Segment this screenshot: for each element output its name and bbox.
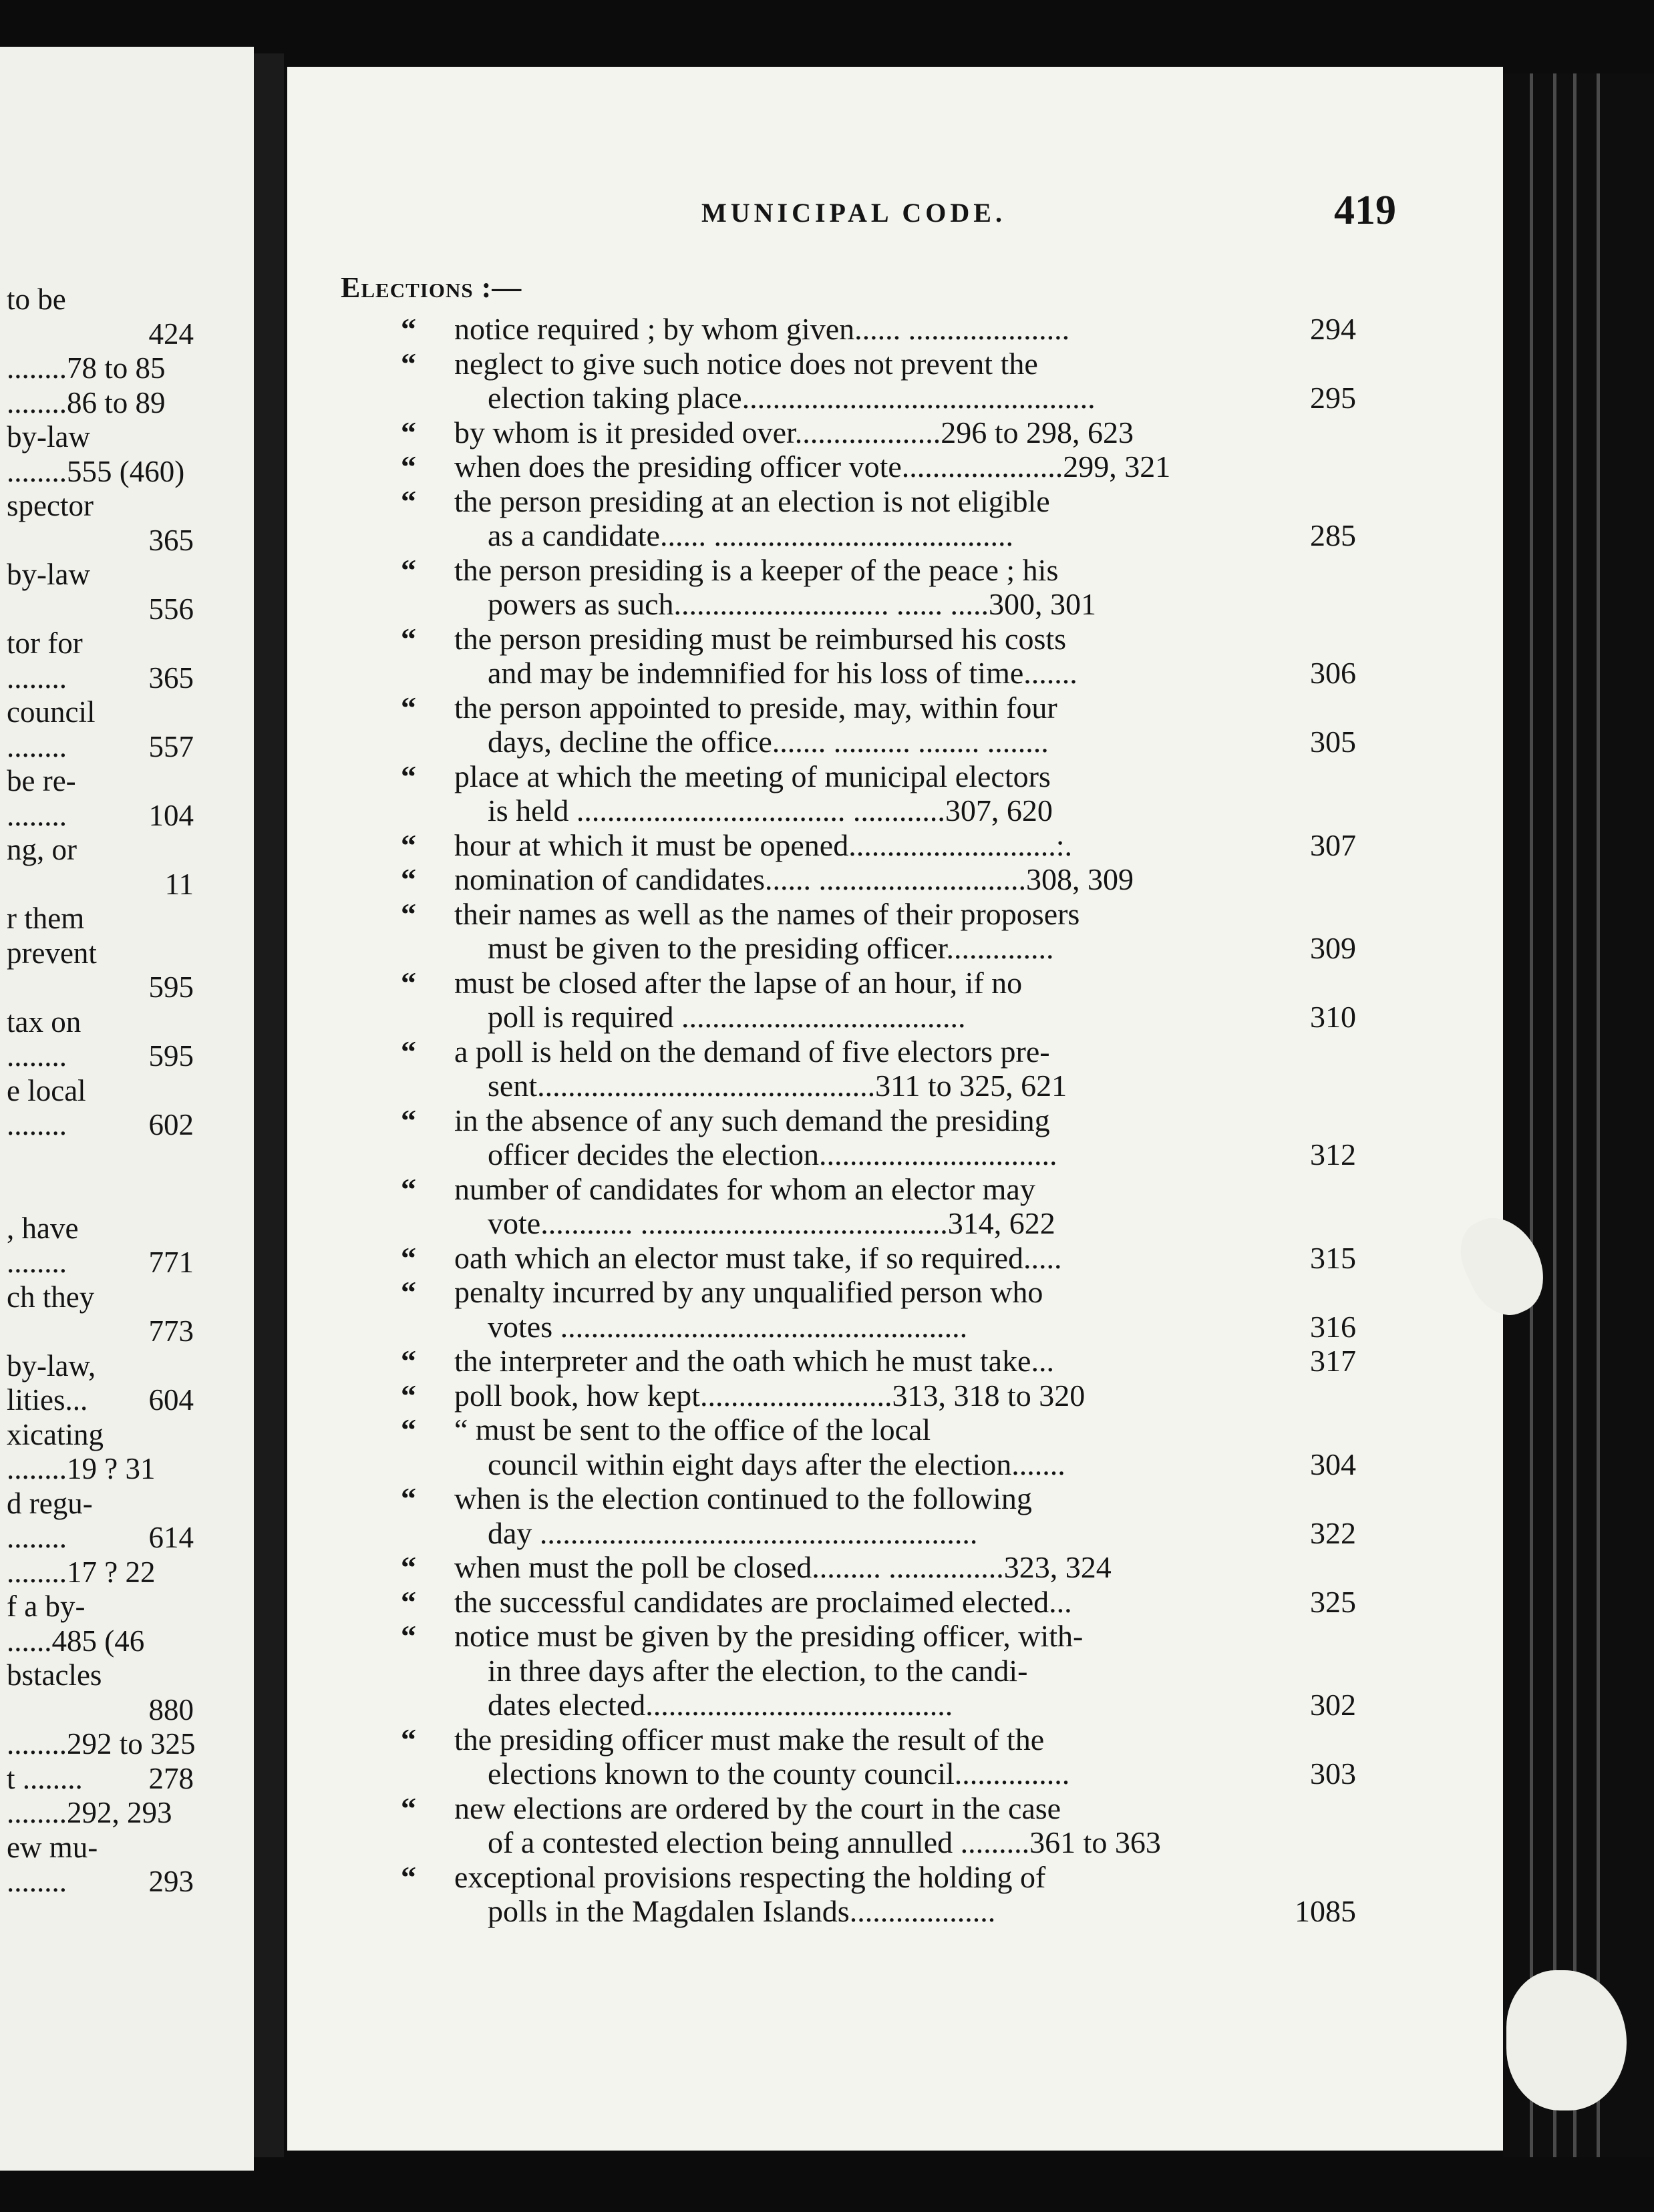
left-page-line xyxy=(7,487,247,524)
left-page-text: ........78 to 85 xyxy=(7,351,166,385)
index-entry-line xyxy=(287,620,1356,658)
index-entry-text: the person presiding is a keeper of the peace ; his xyxy=(454,552,1059,587)
index-entry-line xyxy=(287,1893,1356,1930)
running-title: MUNICIPAL CODE. xyxy=(701,198,1006,228)
ditto-mark: “ xyxy=(401,1859,416,1894)
index-entry-page-ref: 295 xyxy=(1310,381,1356,415)
left-page-text: to be xyxy=(7,283,66,316)
left-page-ref: 557 xyxy=(148,729,194,763)
index-entry-text: notice must be given by the presiding officer, with- xyxy=(454,1619,1084,1653)
ditto-mark: “ xyxy=(401,312,416,346)
page-edges xyxy=(1503,73,1654,2157)
index-entry-text: oath which an elector must take, if so required..... xyxy=(454,1240,1062,1275)
left-page-line xyxy=(7,281,247,318)
left-page-ref: 104 xyxy=(148,798,194,832)
left-page-line xyxy=(7,1072,247,1109)
index-entry-text: the successful candidates are proclaimed elected... xyxy=(454,1584,1072,1619)
index-entry-line xyxy=(287,1686,1356,1724)
index-entry-text: days, decline the office....... .......... ........ ........ xyxy=(488,725,1049,759)
left-page-line xyxy=(7,1588,247,1625)
index-entry-line xyxy=(287,1136,1356,1173)
index-entry-line xyxy=(287,1446,1356,1483)
index-entry-line xyxy=(287,448,1356,486)
left-page-text: xicating xyxy=(7,1417,104,1451)
index-entry-text: votes ..................................................... xyxy=(488,1309,968,1344)
left-page-line xyxy=(7,1416,247,1453)
index-entry-line xyxy=(287,586,1356,623)
index-entry-page-ref: 325 xyxy=(1310,1584,1356,1619)
index-entry-page-ref: 317 xyxy=(1310,1344,1356,1378)
index-entry-text: in three days after the election, to the candi- xyxy=(488,1653,1028,1688)
left-page-ref: 11 xyxy=(164,867,194,901)
left-page-ref: 880 xyxy=(148,1692,194,1726)
left-page-text: f a by- xyxy=(7,1590,86,1623)
ditto-mark: “ xyxy=(401,1275,416,1309)
index-entry-line xyxy=(287,1824,1356,1861)
index-entry-text: a poll is held on the demand of five electors pre- xyxy=(454,1034,1050,1069)
ditto-mark: “ xyxy=(401,759,416,793)
index-entry-line xyxy=(287,1515,1356,1552)
index-entry-text: vote............ ........................................314, 622 xyxy=(488,1206,1055,1240)
index-entry-text: in the absence of any such demand the presiding xyxy=(454,1103,1050,1137)
index-entry-text: the person presiding at an election is not eligible xyxy=(454,484,1050,518)
left-page-line xyxy=(7,1312,247,1350)
left-page-ref: 602 xyxy=(148,1108,194,1141)
ditto-mark: “ xyxy=(401,1103,416,1137)
left-page-ref: 595 xyxy=(148,970,194,1004)
index-entry-line xyxy=(287,414,1356,451)
index-entry-page-ref: 312 xyxy=(1310,1137,1356,1171)
left-page-text: by-law xyxy=(7,558,90,591)
left-page-text: ........ xyxy=(7,1521,67,1554)
index-entry-page-ref: 285 xyxy=(1310,518,1356,552)
left-page-line xyxy=(7,934,247,972)
index-entry-line xyxy=(287,758,1356,795)
left-page-text: by-law, xyxy=(7,1348,96,1382)
index-entry-line xyxy=(287,517,1356,554)
ditto-mark: “ xyxy=(401,1550,416,1584)
left-page-text: ........ xyxy=(7,661,67,695)
index-entry-line xyxy=(287,1274,1356,1311)
index-entry-text: new elections are ordered by the court in the case xyxy=(454,1791,1061,1825)
left-page-line xyxy=(7,1725,247,1763)
left-page-text: ......485 (46 xyxy=(7,1624,145,1658)
left-page-text: tor for xyxy=(7,626,83,660)
left-page-line xyxy=(7,659,247,697)
ditto-mark: “ xyxy=(401,346,416,381)
left-page-ref: 614 xyxy=(148,1521,194,1554)
left-page-line xyxy=(7,1863,247,1900)
index-entry-text: and may be indemnified for his loss of time....... xyxy=(488,656,1078,690)
index-entry-line xyxy=(287,483,1356,520)
index-entry-page-ref: 1085 xyxy=(1295,1894,1356,1928)
page-number: 419 xyxy=(1334,188,1396,233)
index-entry-line xyxy=(287,311,1356,348)
index-entry-text: number of candidates for whom an elector may xyxy=(454,1171,1035,1206)
ditto-mark: “ xyxy=(401,552,416,587)
index-entry-page-ref: 303 xyxy=(1310,1757,1356,1791)
index-entry-page-ref: 306 xyxy=(1310,656,1356,690)
left-page-ref: 773 xyxy=(148,1314,194,1348)
ditto-mark: “ xyxy=(401,1378,416,1413)
index-entry-line xyxy=(287,1240,1356,1277)
index-entry-text: nomination of candidates...... ...........................308, 309 xyxy=(454,862,1134,896)
left-page-ref: 278 xyxy=(148,1761,194,1795)
left-page-line xyxy=(7,1691,247,1728)
index-entry-page-ref: 305 xyxy=(1310,725,1356,759)
index-entry-line xyxy=(287,345,1356,383)
left-page-text: ........ xyxy=(7,1246,67,1279)
ditto-mark: “ xyxy=(401,484,416,518)
left-page-ref: 365 xyxy=(148,661,194,695)
index-entry-line xyxy=(287,1342,1356,1380)
left-page-text: ........292 to 325 xyxy=(7,1727,196,1761)
index-entry-line xyxy=(287,1308,1356,1346)
left-page-text: ........ xyxy=(7,1039,67,1073)
left-page-line xyxy=(7,728,247,765)
left-page-text: e local xyxy=(7,1073,86,1107)
left-page-text: ........ xyxy=(7,729,67,763)
index-entry-text: the person presiding must be reimbursed his costs xyxy=(454,621,1067,656)
ditto-mark: “ xyxy=(401,1791,416,1825)
left-page-line xyxy=(7,1450,247,1487)
index-entry-text: council within eight days after the election....... xyxy=(488,1447,1065,1481)
left-page-text: ........ xyxy=(7,798,67,832)
index-entry-text: the person appointed to preside, may, within four xyxy=(454,690,1057,725)
index-entry-page-ref: 304 xyxy=(1310,1447,1356,1481)
ditto-mark: “ xyxy=(401,1413,416,1447)
index-entry-line xyxy=(287,964,1356,1002)
book-gutter xyxy=(254,53,284,2157)
index-entry-line xyxy=(287,1411,1356,1449)
ditto-mark: “ xyxy=(401,1034,416,1069)
left-page-line xyxy=(7,797,247,834)
left-page-ref: 595 xyxy=(148,1039,194,1073)
ditto-mark: “ xyxy=(401,1344,416,1378)
left-page-line xyxy=(7,1553,247,1591)
index-entry-line xyxy=(287,723,1356,761)
left-page-text: ........19 ? 31 xyxy=(7,1452,156,1485)
index-entry-text: their names as well as the names of their proposers xyxy=(454,896,1080,931)
index-entry-text: sent............................................311 to 325, 621 xyxy=(488,1069,1067,1103)
left-page-line xyxy=(7,1106,247,1143)
index-entry-line xyxy=(287,1618,1356,1655)
left-page-text: bstacles xyxy=(7,1658,102,1692)
left-page-text: ng, or xyxy=(7,833,77,866)
ditto-mark: “ xyxy=(401,896,416,931)
index-entry-text: when is the election continued to the following xyxy=(454,1481,1032,1515)
left-page-line xyxy=(7,590,247,628)
index-entry-line xyxy=(287,655,1356,692)
ditto-mark: “ xyxy=(401,1171,416,1206)
left-page-line xyxy=(7,384,247,421)
index-entry-line xyxy=(287,689,1356,727)
left-page-line xyxy=(7,1003,247,1041)
left-page-line xyxy=(7,900,247,937)
ditto-mark: “ xyxy=(401,621,416,656)
left-page-text: spector xyxy=(7,489,94,522)
left-page-line xyxy=(7,349,247,387)
index-entry-line xyxy=(287,1652,1356,1690)
index-entry-line xyxy=(287,1102,1356,1139)
index-entry-line xyxy=(287,1067,1356,1105)
left-page-text: ch they xyxy=(7,1280,95,1314)
left-page-text: council xyxy=(7,695,96,729)
left-page-line xyxy=(7,1656,247,1694)
index-entry-line xyxy=(287,1859,1356,1896)
index-entry-page-ref: 307 xyxy=(1310,827,1356,862)
ditto-mark: “ xyxy=(401,690,416,725)
left-page-line xyxy=(7,453,247,490)
left-page-line xyxy=(7,418,247,455)
index-entry-line xyxy=(287,552,1356,589)
left-page-text: t ........ xyxy=(7,1761,83,1795)
index-entry-text: the presiding officer must make the result of the xyxy=(454,1722,1045,1757)
ditto-mark: “ xyxy=(401,415,416,449)
index-entry-page-ref: 315 xyxy=(1310,1240,1356,1275)
ditto-mark: “ xyxy=(401,1619,416,1653)
left-page-ref: 293 xyxy=(148,1865,194,1898)
book-page xyxy=(287,67,1503,2151)
left-page-line xyxy=(7,1037,247,1075)
ditto-mark: “ xyxy=(401,1722,416,1757)
left-page-text: ........ xyxy=(7,1865,67,1898)
index-entry-text: neglect to give such notice does not prevent the xyxy=(454,346,1038,381)
index-entry-line xyxy=(287,379,1356,417)
index-entry-page-ref: 322 xyxy=(1310,1515,1356,1550)
left-page-text: r them xyxy=(7,902,85,935)
left-page-line xyxy=(7,1278,247,1316)
index-entry-text: is held ................................... ............307, 620 xyxy=(488,793,1053,827)
left-page-text: ........86 to 89 xyxy=(7,385,166,419)
index-entry-text: by whom is it presided over...................296 to 298, 623 xyxy=(454,415,1134,449)
left-page-line xyxy=(7,522,247,559)
index-entry-line xyxy=(287,930,1356,967)
index-entry-text: exceptional provisions respecting the holding of xyxy=(454,1859,1046,1894)
left-page-ref: 365 xyxy=(148,523,194,557)
ditto-mark: “ xyxy=(401,1481,416,1515)
left-page-line xyxy=(7,1829,247,1866)
index-entry-line xyxy=(287,1584,1356,1621)
left-page-line xyxy=(7,1244,247,1281)
ditto-mark: “ xyxy=(401,965,416,1000)
left-page-line xyxy=(7,1141,247,1178)
left-page-line xyxy=(7,831,247,868)
index-entry-text: must be given to the presiding officer.............. xyxy=(488,931,1054,965)
index-entry-page-ref: 294 xyxy=(1310,312,1356,346)
index-entry-text: election taking place.............................................. xyxy=(488,381,1096,415)
index-entry-line xyxy=(287,896,1356,933)
left-page-line xyxy=(7,556,247,593)
ditto-mark: “ xyxy=(401,449,416,484)
left-page-text: lities... xyxy=(7,1383,88,1417)
index-entry-text: of a contested election being annulled .........361 to 363 xyxy=(488,1825,1161,1859)
left-page-text: ew mu- xyxy=(7,1830,98,1864)
index-entry-text: as a candidate...... ....................................... xyxy=(488,518,1013,552)
ditto-mark: “ xyxy=(401,827,416,862)
index-entry-text: day ......................................................... xyxy=(488,1515,978,1550)
left-page-text: ........ xyxy=(7,1108,67,1141)
left-page-ref: 556 xyxy=(148,592,194,626)
index-entry-text: the interpreter and the oath which he must take... xyxy=(454,1344,1054,1378)
index-entry-page-ref: 310 xyxy=(1310,1000,1356,1034)
left-page-line xyxy=(7,968,247,1006)
left-page-text: , have xyxy=(7,1211,79,1245)
left-page-fragment xyxy=(0,47,254,2171)
left-page-text: ........292, 293 xyxy=(7,1796,172,1829)
left-page-line xyxy=(7,1760,247,1797)
left-page-ref: 424 xyxy=(148,317,194,351)
index-entry-line xyxy=(287,1377,1356,1415)
index-entry-page-ref: 316 xyxy=(1310,1309,1356,1344)
index-entry-text: polls in the Magdalen Islands................... xyxy=(488,1894,996,1928)
left-page-text: be re- xyxy=(7,764,76,797)
index-entry-text: dates elected........................................ xyxy=(488,1688,953,1722)
index-entry-text: “ must be sent to the office of the local xyxy=(454,1413,931,1447)
left-page-text: ........17 ? 22 xyxy=(7,1555,156,1589)
left-page-line xyxy=(7,866,247,903)
index-entry-text: officer decides the election............................... xyxy=(488,1137,1057,1171)
left-page-line xyxy=(7,762,247,799)
left-page-line xyxy=(7,1794,247,1831)
index-entry-line xyxy=(287,1549,1356,1586)
left-page-line xyxy=(7,1485,247,1522)
index-entry-text: elections known to the county council............... xyxy=(488,1757,1070,1791)
index-entry-text: hour at which it must be opened...........................:. xyxy=(454,827,1072,862)
index-entry-text: penalty incurred by any unqualified person who xyxy=(454,1275,1043,1309)
left-page-text: ........555 (460) xyxy=(7,454,185,488)
index-entry-line xyxy=(287,1755,1356,1793)
index-entry-page-ref: 309 xyxy=(1310,931,1356,965)
left-page-line xyxy=(7,1210,247,1247)
index-entry-line xyxy=(287,1790,1356,1827)
index-entry-text: poll is required ..................................... xyxy=(488,1000,966,1034)
index-entry-line xyxy=(287,1205,1356,1242)
left-page-line xyxy=(7,1622,247,1660)
index-entry-line xyxy=(287,1721,1356,1759)
index-entry-text: when does the presiding officer vote.....................299, 321 xyxy=(454,449,1171,484)
index-entry-line xyxy=(287,827,1356,864)
left-page-line xyxy=(7,693,247,731)
left-page-line xyxy=(7,1347,247,1385)
index-entry-line xyxy=(287,1480,1356,1517)
left-page-line xyxy=(7,1519,247,1556)
left-page-text: by-law xyxy=(7,420,90,453)
left-page-ref: 604 xyxy=(148,1383,194,1417)
index-entry-page-ref: 302 xyxy=(1310,1688,1356,1722)
paper-damage-mark xyxy=(1506,1970,1627,2110)
left-page-line xyxy=(7,1175,247,1212)
index-entry-text: notice required ; by whom given...... ..................... xyxy=(454,312,1070,346)
index-entry-line xyxy=(287,998,1356,1036)
index-entry-line xyxy=(287,792,1356,830)
left-page-line xyxy=(7,1381,247,1419)
left-page-ref: 771 xyxy=(148,1246,194,1279)
ditto-mark: “ xyxy=(401,862,416,896)
left-page-text: prevent xyxy=(7,936,97,970)
left-page-line xyxy=(7,624,247,662)
index-entry-line xyxy=(287,1033,1356,1071)
ditto-mark: “ xyxy=(401,1240,416,1275)
index-entry-line xyxy=(287,861,1356,898)
index-entry-text: place at which the meeting of municipal electors xyxy=(454,759,1051,793)
index-entry-text: must be closed after the lapse of an hour, if no xyxy=(454,965,1023,1000)
ditto-mark: “ xyxy=(401,1584,416,1619)
left-page-line xyxy=(7,315,247,353)
left-page-text: tax on xyxy=(7,1004,81,1039)
index-entry-text: poll book, how kept.........................313, 318 to 320 xyxy=(454,1378,1086,1413)
index-entry-line xyxy=(287,1171,1356,1208)
left-page-text: d regu- xyxy=(7,1486,93,1520)
section-heading: Elections :— xyxy=(341,271,522,304)
index-entry-text: powers as such............................ ...... .....300, 301 xyxy=(488,587,1096,621)
index-entry-text: when must the poll be closed......... ...............323, 324 xyxy=(454,1550,1112,1584)
